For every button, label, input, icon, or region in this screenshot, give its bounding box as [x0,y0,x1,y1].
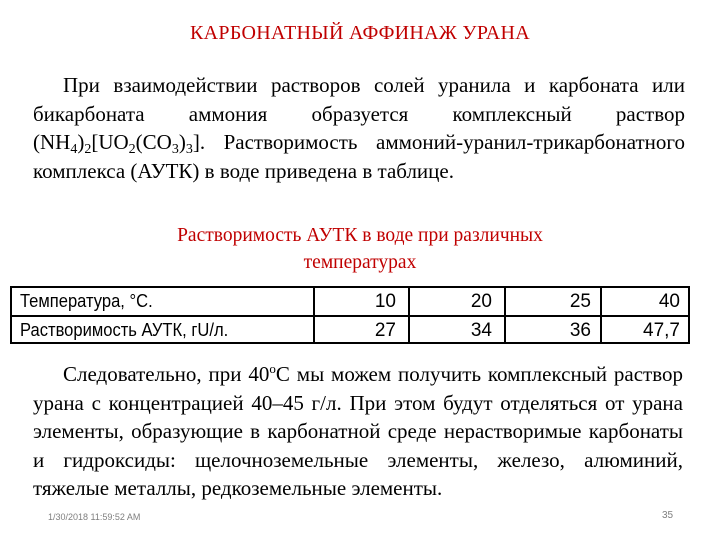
column-divider [408,288,410,342]
conclusion-paragraph: Следовательно, при $40^оС$ мы можем получить комплексный раствор урана с концентрацией 40–45 г/л. При этом будут отделяться от урана элементы, образующие в карбонатной среде нерастворимые карбонаты и гидроксиды: щелочноземельные элементы, железо, алюминий, тяжелые металлы, редкоземельные элементы. [33,361,684,500]
table-cell: 40 [658,291,680,312]
row-header: Температура, °С. [20,291,153,311]
table-cell: 25 [569,291,591,312]
table-cell: 36 [569,320,591,341]
footer-date: 1/30/2018 11:59:52 AM [48,512,141,522]
column-divider [504,288,506,342]
intro-paragraph: При взаимодействии растворов солей уранила и карбоната или бикарбоната аммония образуется комплексный раствор $(NH_4)_2[UO_2(CO_3)_3]$. Растворимость аммоний-уранил-трикарбонатного комплекса (АУТК) в воде приведена в таблице. [33,73,685,183]
column-divider [313,288,315,342]
slide-number: 35 [662,510,674,521]
slide-title: КАРБОНАТНЫЙ АФФИНАЖ УРАНА [190,22,530,44]
table-cell: 47,7 [643,320,680,341]
table-cell: 10 [374,291,396,312]
column-divider [600,288,602,342]
row-header: Растворимость АУТК, гU/л. [20,320,229,340]
table-cell: 20 [470,291,492,312]
table-row-temperature [12,288,688,317]
solubility-table [10,286,690,344]
table-cell: 34 [470,320,492,341]
table-caption: Растворимость АУТК в воде при различных температурах [177,225,543,273]
table-cell: 27 [374,320,396,341]
table-row-solubility [12,317,688,344]
